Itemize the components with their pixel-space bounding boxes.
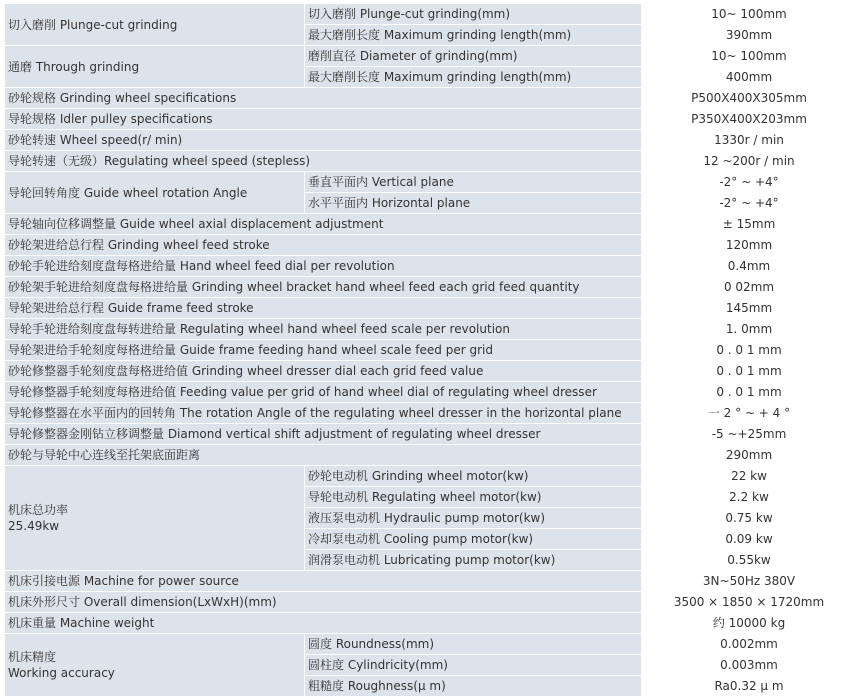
spec-value: 1330r / min <box>642 130 857 151</box>
spec-value: 145mm <box>642 298 857 319</box>
spec-value: 10~ 100mm <box>642 46 857 67</box>
table-row <box>5 109 857 130</box>
table-row <box>5 340 857 361</box>
row-label: 导轮转速（无级）Regulating wheel speed (stepless) <box>5 151 642 172</box>
spec-value: 3500 × 1850 × 1720mm <box>642 592 857 613</box>
spec-value: Ra0.32 μ m <box>642 676 857 697</box>
table-row <box>5 424 857 445</box>
spec-value: 0 . 0 1 mm <box>642 361 857 382</box>
table-row <box>5 361 857 382</box>
spec-value: 12 ~200r / min <box>642 151 857 172</box>
table-row <box>5 445 857 466</box>
accuracy-label-en: Working accuracy <box>8 666 115 680</box>
table-row <box>5 613 857 634</box>
table-row <box>5 277 857 298</box>
table-row <box>5 256 857 277</box>
row-label-through: 通磨 Through grinding <box>5 46 305 88</box>
table-row <box>5 403 857 424</box>
sub-label: 圆度 Roundness(mm) <box>305 634 642 655</box>
row-label: 导轮架进给总行程 Guide frame feed stroke <box>5 298 642 319</box>
sub-label: 导轮电动机 Regulating wheel motor(kw) <box>305 487 642 508</box>
spec-value: 2.2 kw <box>642 487 857 508</box>
row-label: 机床重量 Machine weight <box>5 613 642 634</box>
row-label-total-power <box>5 466 305 571</box>
row-label: 导轮架进给手轮刻度每格进给量 Guide frame feeding hand wheel scale feed per grid <box>5 340 642 361</box>
sub-label: 磨削直径 Diameter of grinding(mm) <box>305 46 642 67</box>
row-label: 导轮修整器手轮刻度每格进给值 Feeding value per grid of hand wheel dial of regulating wheel dresser <box>5 382 642 403</box>
spec-value: -5 ~+25mm <box>642 424 857 445</box>
sub-label: 圆柱度 Cylindricity(mm) <box>305 655 642 676</box>
sub-label: 液压泵电动机 Hydraulic pump motor(kw) <box>305 508 642 529</box>
spec-value: ± 15mm <box>642 214 857 235</box>
spec-value: 0.55kw <box>642 550 857 571</box>
spec-value: 0 . 0 1 mm <box>642 340 857 361</box>
spec-value: 400mm <box>642 67 857 88</box>
row-label: 导轮轴向位移调整量 Guide wheel axial displacement adjustment <box>5 214 642 235</box>
row-label: 砂轮转速 Wheel speed(r/ min) <box>5 130 642 151</box>
table-row <box>5 592 857 613</box>
sub-label: 最大磨削长度 Maximum grinding length(mm) <box>305 25 642 46</box>
sub-label: 垂直平面内 Vertical plane <box>305 172 642 193</box>
table-row <box>5 214 857 235</box>
spec-value: 3N~50Hz 380V <box>642 571 857 592</box>
table-row <box>5 634 857 655</box>
table-row <box>5 88 857 109</box>
spec-value: 0.002mm <box>642 634 857 655</box>
table-row <box>5 466 857 487</box>
spec-value: P350X400X203mm <box>642 109 857 130</box>
row-label: 砂轮与导轮中心连线至托架底面距离 <box>5 445 642 466</box>
table-row <box>5 151 857 172</box>
row-label: 砂轮架进给总行程 Grinding wheel feed stroke <box>5 235 642 256</box>
sub-label: 水平平面内 Horizontal plane <box>305 193 642 214</box>
table-row <box>5 172 857 193</box>
sub-label: 切入磨削 Plunge-cut grinding(mm) <box>305 4 642 25</box>
accuracy-label-cn: 机床精度 <box>8 650 57 664</box>
table-row <box>5 235 857 256</box>
spec-value: 10~ 100mm <box>642 4 857 25</box>
spec-value: 290mm <box>642 445 857 466</box>
table-row <box>5 130 857 151</box>
spec-value: 22 kw <box>642 466 857 487</box>
row-label: 导轮规格 Idler pulley specifications <box>5 109 642 130</box>
table-row <box>5 46 857 67</box>
sub-label: 润滑泵电动机 Lubricating pump motor(kw) <box>305 550 642 571</box>
spec-value: -2° ~ +4° <box>642 172 857 193</box>
sub-label: 砂轮电动机 Grinding wheel motor(kw) <box>305 466 642 487</box>
table-row <box>5 4 857 25</box>
spec-value: 390mm <box>642 25 857 46</box>
row-label: 砂轮手轮进给刻度盘每格进给量 Hand wheel feed dial per revolution <box>5 256 642 277</box>
sub-label: 粗糙度 Roughness(μ m) <box>305 676 642 697</box>
row-label: 砂轮修整器手轮刻度盘每格进给值 Grinding wheel dresser dial each grid feed value <box>5 361 642 382</box>
spec-value: 0.09 kw <box>642 529 857 550</box>
row-label: 导轮手轮进给刻度盘每转进给量 Regulating wheel hand wheel feed scale per revolution <box>5 319 642 340</box>
spec-value: P500X400X305mm <box>642 88 857 109</box>
table-row <box>5 298 857 319</box>
spec-value: 一 2 ° ~ + 4 ° <box>642 403 857 424</box>
table-row <box>5 571 857 592</box>
spec-value: 120mm <box>642 235 857 256</box>
spec-value: 0.003mm <box>642 655 857 676</box>
table-row <box>5 382 857 403</box>
spec-value: -2° ~ +4° <box>642 193 857 214</box>
sub-label: 最大磨削长度 Maximum grinding length(mm) <box>305 67 642 88</box>
total-power-label: 机床总功率 <box>8 503 69 517</box>
sub-label: 冷却泵电动机 Cooling pump motor(kw) <box>305 529 642 550</box>
row-label: 机床外形尺寸 Overall dimension(LxWxH)(mm) <box>5 592 642 613</box>
spec-value: 约 10000 kg <box>642 613 857 634</box>
row-label: 导轮修整器金刚钻立移调整量 Diamond vertical shift adjustment of regulating wheel dresser <box>5 424 642 445</box>
spec-value: 1. 0mm <box>642 319 857 340</box>
row-label: 砂轮架手轮进给刻度盘每格进给量 Grinding wheel bracket hand wheel feed each grid feed quantity <box>5 277 642 298</box>
spec-value: 0.75 kw <box>642 508 857 529</box>
row-label-guide-rotation: 导轮回转角度 Guide wheel rotation Angle <box>5 172 305 214</box>
spec-value: 0 02mm <box>642 277 857 298</box>
spec-value: 0.4mm <box>642 256 857 277</box>
row-label: 砂轮规格 Grinding wheel specifications <box>5 88 642 109</box>
spec-value: 0 . 0 1 mm <box>642 382 857 403</box>
row-label: 导轮修整器在水平面内的回转角 The rotation Angle of the regulating wheel dresser in the horizontal plane <box>5 403 642 424</box>
table-row <box>5 319 857 340</box>
total-power-value: 25.49kw <box>8 519 60 533</box>
row-label-plunge: 切入磨削 Plunge-cut grinding <box>5 4 305 46</box>
row-label-accuracy <box>5 634 305 697</box>
spec-table <box>4 3 857 697</box>
row-label: 机床引接电源 Machine for power source <box>5 571 642 592</box>
